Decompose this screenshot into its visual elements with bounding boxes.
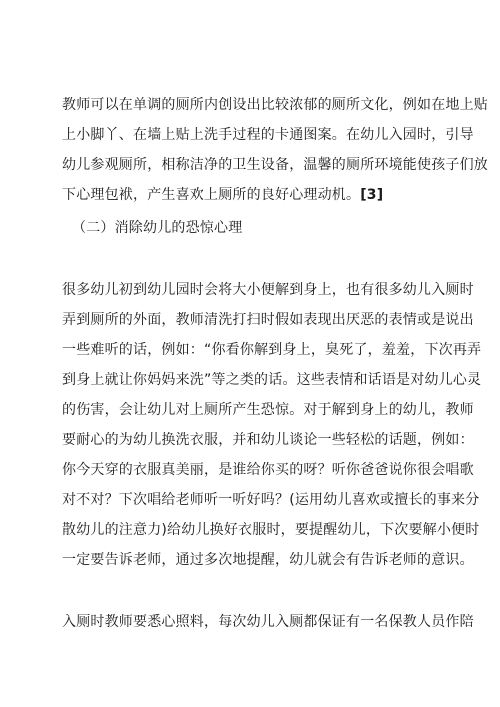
paragraph-1-line-2: 上小脚丫、在墙上贴上洗手过程的卡通图案。在幼儿入园时，引导 xyxy=(62,127,474,143)
paragraph-1-line-4 xyxy=(62,186,442,204)
paragraph-2-line-9: 散幼儿的注意力)给幼儿换好衣服时，要提醒幼儿，下次要解小便时 xyxy=(62,522,480,538)
paragraph-2-line-8: 对不对？下次唱给老师听一听好吗？(运用幼儿喜欢或擅长的事来分 xyxy=(62,492,480,508)
paragraph-1-line-3: 幼儿参观厕所，相称洁净的卫生设备，温馨的厕所环境能使孩子们放 xyxy=(62,157,488,173)
paragraph-1-line-1: 教师可以在单调的厕所内创设出比较浓郁的厕所文化，例如在地上贴 xyxy=(62,97,488,113)
paragraph-2-line-5: 的伤害，会让幼儿对上厕所产生恐惊。对于解到身上的幼儿，教师 xyxy=(62,402,474,418)
paragraph-3-line-1: 入厕时教师要悉心照料，每次幼儿入厕都保证有一名保教人员作陪 xyxy=(62,614,474,630)
paragraph-2-line-2: 弄到厕所的外面，教师清洗打扫时假如表现出厌恶的表情或是说出 xyxy=(62,312,474,328)
paragraph-2-line-3: 一些难听的话，例如：“你看你解到身上，臭死了，羞羞，下次再弄 xyxy=(62,342,482,358)
paragraph-1-line-4-text: 下心理包袱，产生喜欢上厕所的良好心理动机。 xyxy=(62,187,361,203)
section-heading: （二）消除幼儿的恐惊心理 xyxy=(72,220,243,236)
paragraph-2-line-1: 很多幼儿初到幼儿园时会将大小便解到身上，也有很多幼儿入厕时 xyxy=(62,282,474,298)
paragraph-2-line-6: 要耐心的为幼儿换洗衣服，并和幼儿谈论一些轻松的话题，例如： xyxy=(62,432,474,448)
paragraph-2-line-10: 一定要告诉老师，通过多次地提醒，幼儿就会有告诉老师的意识。 xyxy=(62,552,474,568)
citation-reference: [3] xyxy=(360,187,384,203)
paragraph-2-line-4: 到身上就让你妈妈来洗”等之类的话。这些表情和话语是对幼儿心灵 xyxy=(62,372,482,388)
paragraph-2-line-7: 你今天穿的衣服真美丽，是谁给你买的呀？听你爸爸说你很会唱歌 xyxy=(62,462,474,478)
